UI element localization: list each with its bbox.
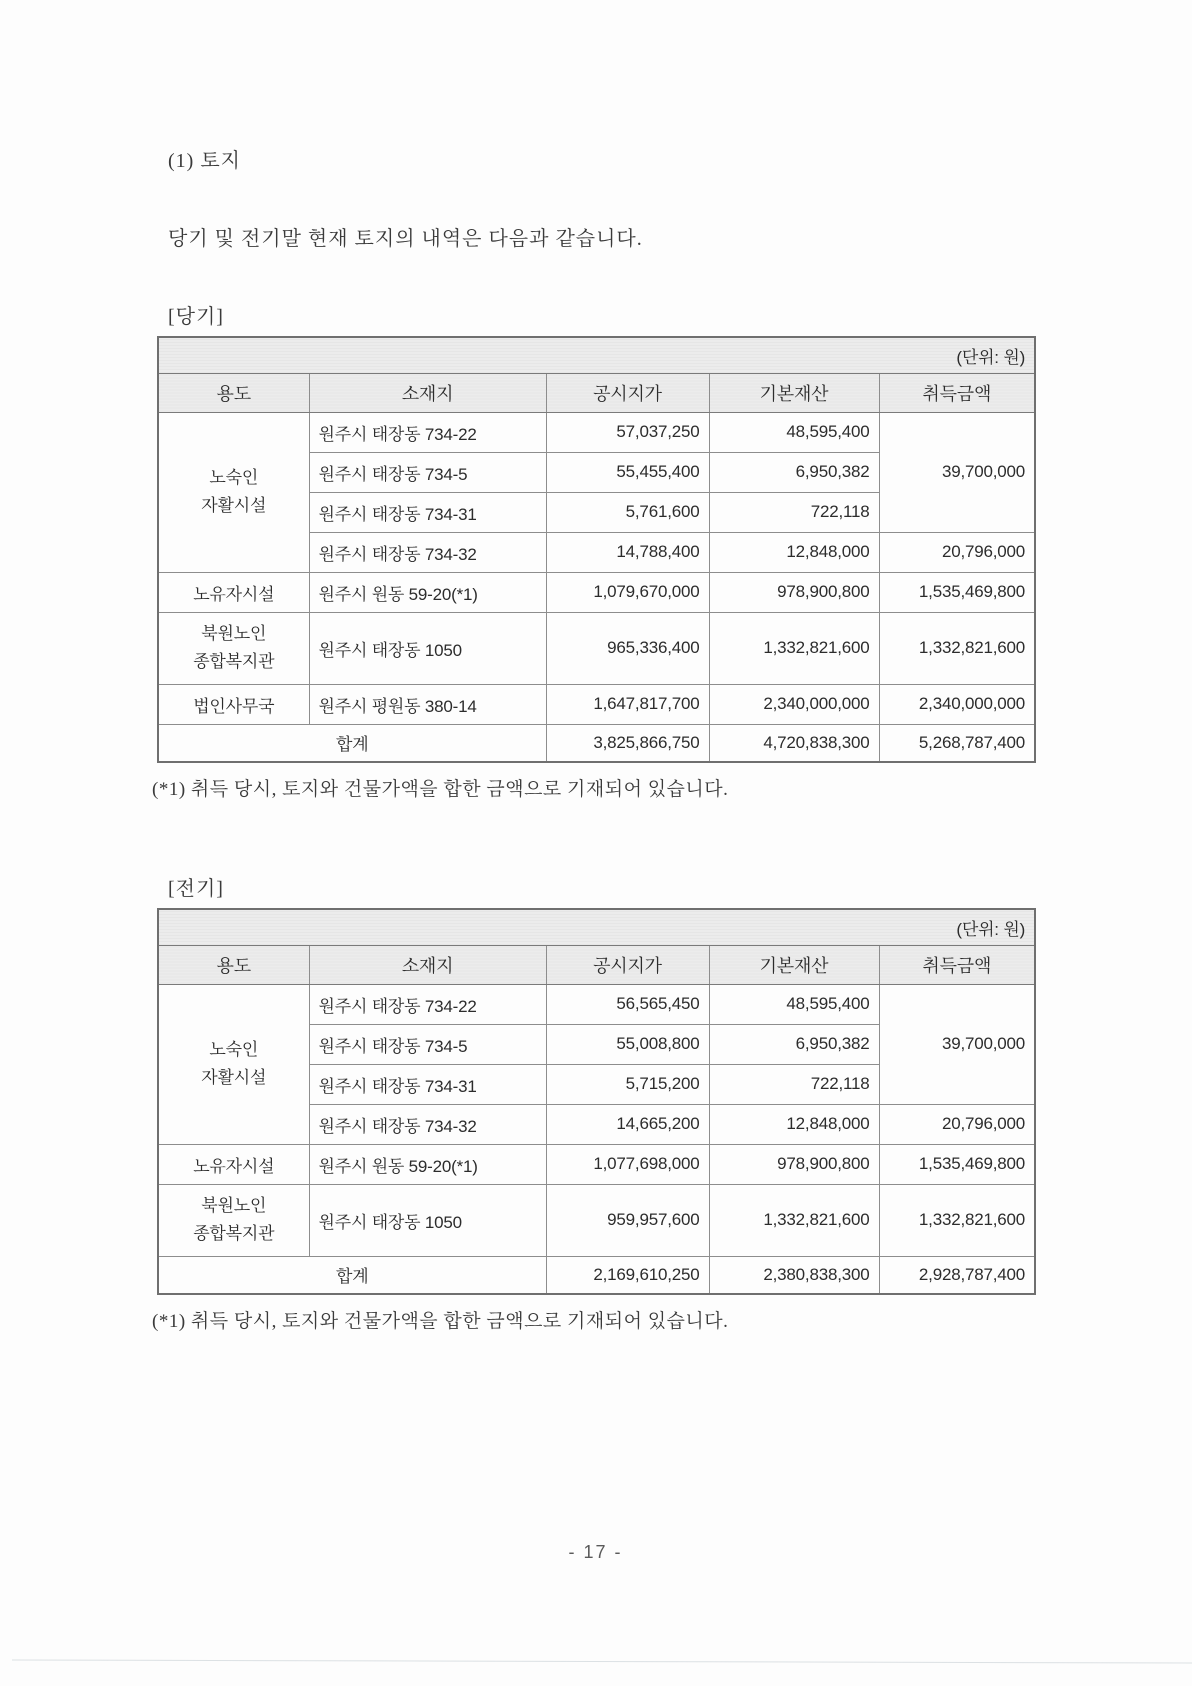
cell-site: 원주시 태장동 734-22 bbox=[309, 984, 546, 1024]
cell-price: 56,565,450 bbox=[546, 984, 709, 1024]
table-row bbox=[158, 572, 1035, 612]
usage-line-1: 노숙인 bbox=[209, 1039, 259, 1059]
cell-acq-merged: 39,700,000 bbox=[879, 984, 1035, 1104]
col-header-usage: 용도 bbox=[158, 373, 309, 412]
cell-price: 1,077,698,000 bbox=[546, 1144, 709, 1184]
table-row bbox=[158, 984, 1035, 1024]
cell-basic: 48,595,400 bbox=[709, 412, 879, 452]
cell-site: 원주시 태장동 734-32 bbox=[309, 1104, 546, 1144]
cell-basic: 1,332,821,600 bbox=[709, 612, 879, 684]
cell-site: 원주시 태장동 734-32 bbox=[309, 532, 546, 572]
cell-site: 원주시 원동 59-20(*1) bbox=[309, 572, 546, 612]
cell-basic: 722,118 bbox=[709, 492, 879, 532]
cell-usage: 노유자시설 bbox=[158, 1144, 309, 1184]
land-table-current bbox=[157, 336, 1036, 763]
cell-price: 55,455,400 bbox=[546, 452, 709, 492]
land-table-previous bbox=[157, 908, 1036, 1295]
usage-line-2: 자활시설 bbox=[201, 1068, 267, 1087]
usage-line-1: 북원노인 bbox=[201, 623, 267, 643]
cell-site: 원주시 태장동 1050 bbox=[309, 1184, 546, 1256]
cell-price: 14,665,200 bbox=[546, 1104, 709, 1144]
cell-site: 원주시 태장동 734-5 bbox=[309, 452, 546, 492]
unit-label: (단위: 원) bbox=[158, 337, 1035, 373]
total-label: 합계 bbox=[158, 1256, 546, 1294]
col-header-site: 소재지 bbox=[309, 945, 546, 984]
cell-usage-group bbox=[158, 412, 309, 572]
cell-price: 1,079,670,000 bbox=[546, 572, 709, 612]
cell-site: 원주시 태장동 734-22 bbox=[309, 412, 546, 452]
col-header-basic: 기본재산 bbox=[709, 373, 879, 412]
cell-price: 5,761,600 bbox=[546, 492, 709, 532]
cell-usage bbox=[158, 1184, 309, 1256]
col-header-acq: 취득금액 bbox=[879, 373, 1035, 412]
period-label-current: [당기] bbox=[168, 306, 224, 328]
cell-price: 5,715,200 bbox=[546, 1064, 709, 1104]
cell-acq: 1,535,469,800 bbox=[879, 1144, 1035, 1184]
header-row bbox=[158, 945, 1035, 984]
unit-row bbox=[158, 337, 1035, 373]
cell-price: 959,957,600 bbox=[546, 1184, 709, 1256]
cell-acq: 2,340,000,000 bbox=[879, 684, 1035, 724]
cell-basic: 978,900,800 bbox=[709, 572, 879, 612]
cell-acq-merged: 39,700,000 bbox=[879, 412, 1035, 532]
cell-site: 원주시 태장동 734-31 bbox=[309, 492, 546, 532]
total-acq: 2,928,787,400 bbox=[879, 1256, 1035, 1294]
table-row bbox=[158, 1144, 1035, 1184]
total-basic: 2,380,838,300 bbox=[709, 1256, 879, 1294]
unit-row bbox=[158, 909, 1035, 945]
usage-line-1: 노숙인 bbox=[209, 467, 259, 487]
footnote-previous: (*1) 취득 당시, 토지와 건물가액을 합한 금액으로 기재되어 있습니다. bbox=[152, 1311, 729, 1332]
total-basic: 4,720,838,300 bbox=[709, 724, 879, 762]
section-title: (1) 토지 bbox=[168, 150, 241, 172]
cell-basic: 12,848,000 bbox=[709, 1104, 879, 1144]
cell-acq: 20,796,000 bbox=[879, 1104, 1035, 1144]
cell-site: 원주시 태장동 734-5 bbox=[309, 1024, 546, 1064]
cell-basic: 722,118 bbox=[709, 1064, 879, 1104]
cell-basic: 6,950,382 bbox=[709, 1024, 879, 1064]
footnote-current: (*1) 취득 당시, 토지와 건물가액을 합한 금액으로 기재되어 있습니다. bbox=[152, 779, 729, 800]
cell-usage-group bbox=[158, 984, 309, 1144]
table-row bbox=[158, 412, 1035, 452]
cell-acq: 1,535,469,800 bbox=[879, 572, 1035, 612]
col-header-price: 공시지가 bbox=[546, 945, 709, 984]
period-label-previous: [전기] bbox=[168, 878, 224, 900]
intro-text: 당기 및 전기말 현재 토지의 내역은 다음과 같습니다. bbox=[168, 228, 643, 250]
cell-basic: 2,340,000,000 bbox=[709, 684, 879, 724]
total-price: 2,169,610,250 bbox=[546, 1256, 709, 1294]
total-price: 3,825,866,750 bbox=[546, 724, 709, 762]
cell-usage: 노유자시설 bbox=[158, 572, 309, 612]
col-header-acq: 취득금액 bbox=[879, 945, 1035, 984]
scan-artifact-line bbox=[12, 1659, 1192, 1663]
cell-basic: 1,332,821,600 bbox=[709, 1184, 879, 1256]
total-label: 합계 bbox=[158, 724, 546, 762]
page-number: - 17 - bbox=[568, 1542, 623, 1562]
cell-basic: 48,595,400 bbox=[709, 984, 879, 1024]
cell-price: 1,647,817,700 bbox=[546, 684, 709, 724]
cell-basic: 6,950,382 bbox=[709, 452, 879, 492]
header-row bbox=[158, 373, 1035, 412]
col-header-site: 소재지 bbox=[309, 373, 546, 412]
cell-acq: 20,796,000 bbox=[879, 532, 1035, 572]
cell-acq: 1,332,821,600 bbox=[879, 612, 1035, 684]
cell-usage: 법인사무국 bbox=[158, 684, 309, 724]
cell-price: 55,008,800 bbox=[546, 1024, 709, 1064]
cell-price: 57,037,250 bbox=[546, 412, 709, 452]
cell-price: 14,788,400 bbox=[546, 532, 709, 572]
col-header-basic: 기본재산 bbox=[709, 945, 879, 984]
total-row bbox=[158, 724, 1035, 762]
usage-line-2: 종합복지관 bbox=[193, 1224, 275, 1243]
cell-basic: 978,900,800 bbox=[709, 1144, 879, 1184]
table-row bbox=[158, 684, 1035, 724]
cell-site: 원주시 원동 59-20(*1) bbox=[309, 1144, 546, 1184]
usage-line-2: 자활시설 bbox=[201, 496, 267, 515]
unit-label: (단위: 원) bbox=[158, 909, 1035, 945]
cell-acq: 1,332,821,600 bbox=[879, 1184, 1035, 1256]
cell-usage bbox=[158, 612, 309, 684]
cell-site: 원주시 평원동 380-14 bbox=[309, 684, 546, 724]
cell-site: 원주시 태장동 734-31 bbox=[309, 1064, 546, 1104]
cell-price: 965,336,400 bbox=[546, 612, 709, 684]
table-row bbox=[158, 1184, 1035, 1256]
cell-basic: 12,848,000 bbox=[709, 532, 879, 572]
usage-line-1: 북원노인 bbox=[201, 1195, 267, 1215]
cell-site: 원주시 태장동 1050 bbox=[309, 612, 546, 684]
total-acq: 5,268,787,400 bbox=[879, 724, 1035, 762]
col-header-usage: 용도 bbox=[158, 945, 309, 984]
total-row bbox=[158, 1256, 1035, 1294]
usage-line-2: 종합복지관 bbox=[193, 652, 275, 671]
col-header-price: 공시지가 bbox=[546, 373, 709, 412]
table-row bbox=[158, 612, 1035, 684]
